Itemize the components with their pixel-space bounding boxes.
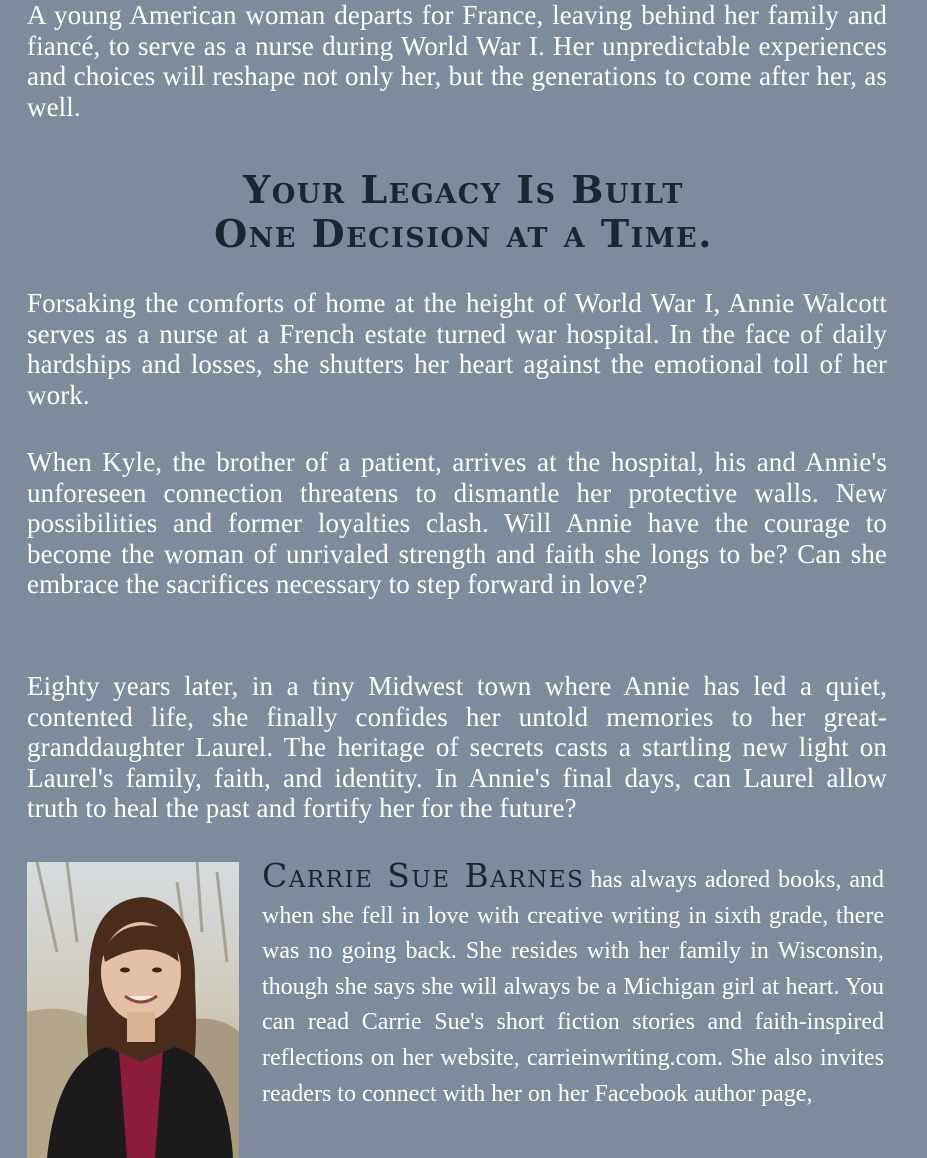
author-photo bbox=[27, 862, 239, 1158]
author-portrait-image bbox=[27, 862, 239, 1158]
synopsis-paragraph-2: When Kyle, the brother of a patient, arrives at the hospital, his and Annie's unforeseen connection threatens to dismantle her protective walls. New possibilities and former loyalties clash. Will Annie have the courage to become the woman of unrivaled strength and faith she longs to be? Can she embrace the sacrifices necessary to step forward in love? bbox=[27, 447, 887, 599]
author-bio-text: has always adored books, and when she fell in love with creative writing in sixth grade, there was no going back. She resides with her family in Wisconsin, though she says she will always be a Michigan girl at heart. You can read Carrie Sue's short fiction stories and faith-inspired reflections on her website, carrieinwriting.com. She also invites readers to connect with her on her Facebook author page, bbox=[262, 867, 884, 1107]
synopsis-paragraph-1: Forsaking the comforts of home at the height of World War I, Annie Walcott serves as a nurse at a French estate turned war hospital. In the face of daily hardships and losses, she shutters her heart against the emotional toll of her work. bbox=[27, 288, 887, 410]
tagline-heading bbox=[0, 168, 927, 256]
tagline-line-2: One Decision at a Time. bbox=[214, 211, 713, 256]
author-name: Carrie Sue Barnes bbox=[262, 856, 585, 895]
tagline-line-1: Your Legacy Is Built bbox=[243, 167, 684, 212]
synopsis-paragraph-3: Eighty years later, in a tiny Midwest town where Annie has led a quiet, contented life, she finally confides her untold memories to her great-granddaughter Laurel. The heritage of secrets casts a startling new light on Laurel's family, faith, and identity. In Annie's final days, can Laurel allow truth to heal the past and fortify her for the future? bbox=[27, 671, 887, 823]
author-bio bbox=[262, 858, 884, 1112]
intro-paragraph: A young American woman departs for France, leaving behind her family and fiancé, to serve as a nurse during World War I. Her unpredictable experiences and choices will reshape not only her, but the generations to come after her, as well. bbox=[27, 0, 887, 122]
